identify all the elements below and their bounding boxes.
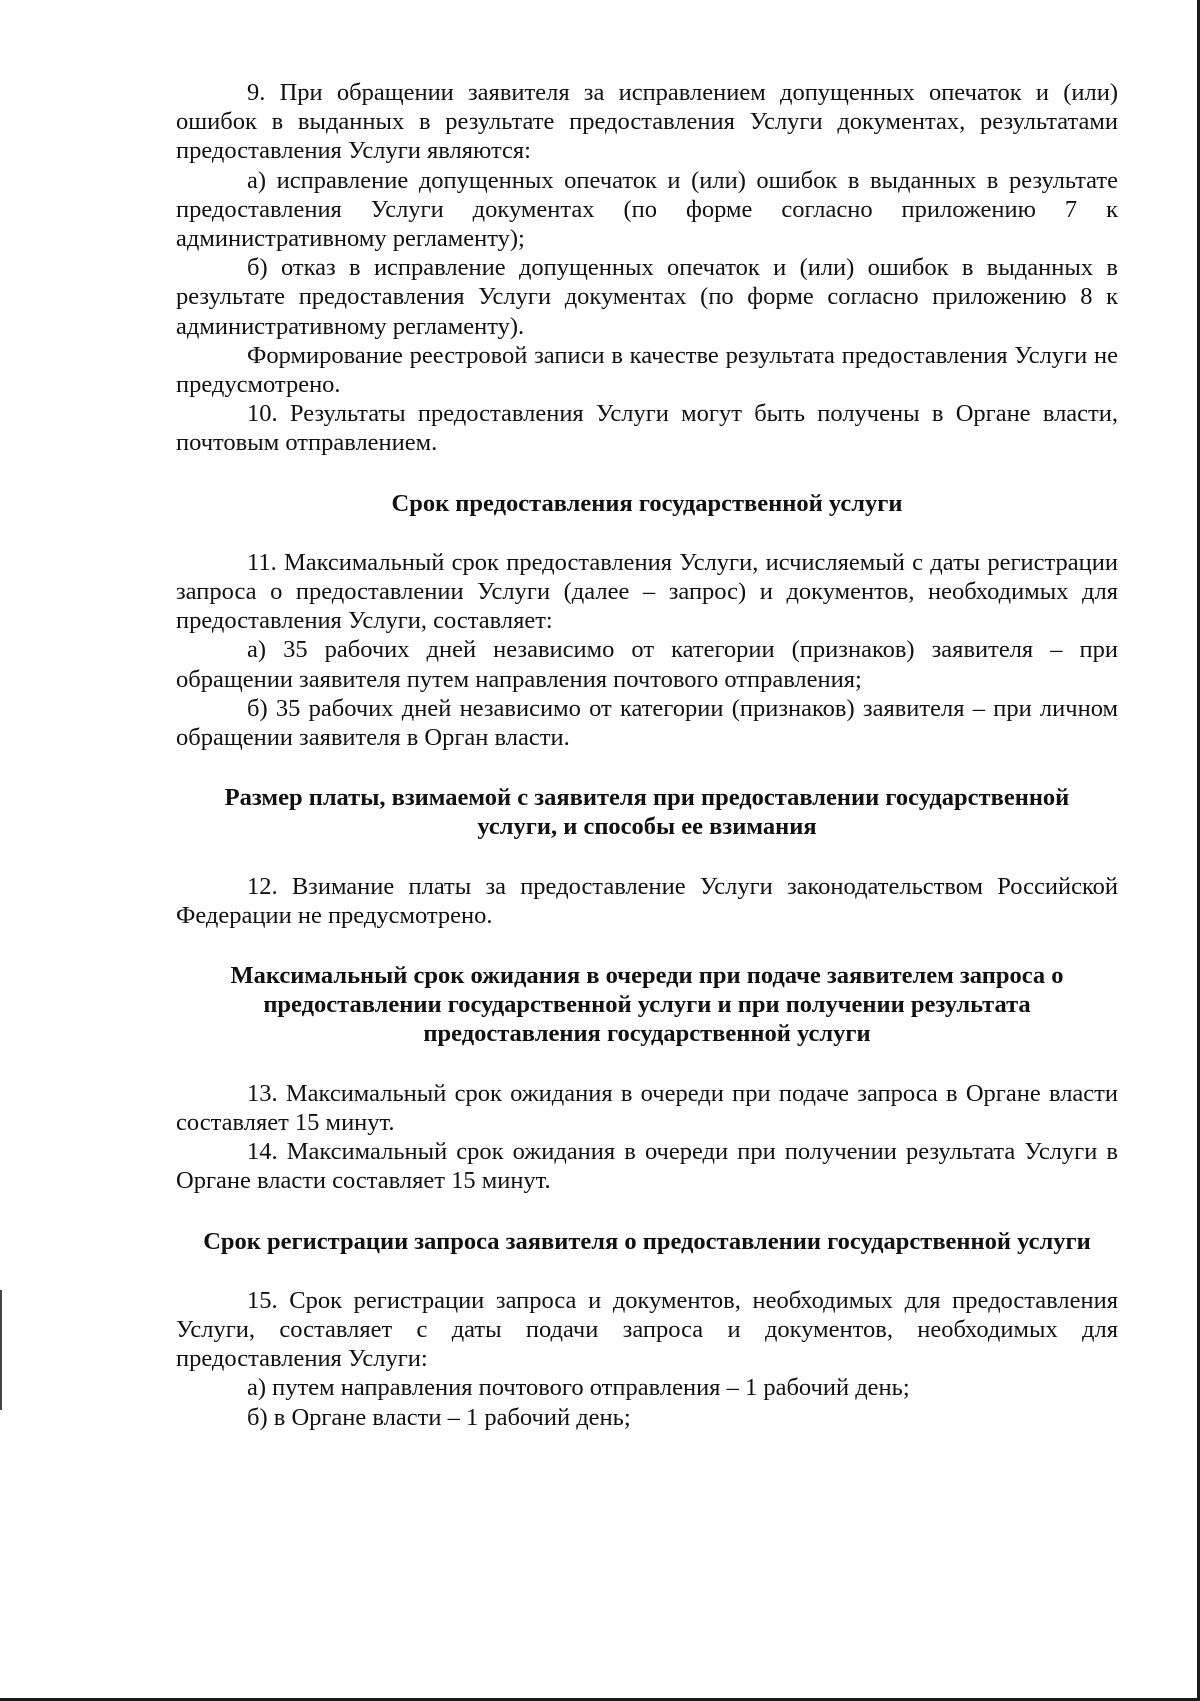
paragraph-item-15: 15. Срок регистрации запроса и документов, необходимых для предоставления Услуги, составляет с даты подачи запроса и документов, необходимых для предоставления Услуги: (176, 1286, 1118, 1373)
paragraph-registry-record: Формирование реестровой записи в качестве результата предоставления Услуги не предусмотрено. (176, 341, 1118, 399)
paragraph-item-11b: б) 35 рабочих дней независимо от категории (признаков) заявителя – при личном обращении заявителя в Орган власти. (176, 694, 1118, 752)
paragraph-item-12: 12. Взимание платы за предоставление Услуги законодательством Российской Федерации не предусмотрено. (176, 872, 1118, 929)
section-heading-registration: Срок регистрации запроса заявителя о предоставлении государственной услуги (203, 1227, 1091, 1255)
section-heading-fee: Размер платы, взимаемой с заявителя при предоставлении государственной услуги, и способы ее взимания (224, 784, 1070, 841)
paragraph-item-9: 9. При обращении заявителя за исправлением допущенных опечаток и (или) ошибок в выданных в результате предоставления Услуги документах, результатами предоставления Услуги являются: (176, 79, 1118, 165)
page-edge-left-mark (0, 1290, 2, 1410)
section-heading-term: Срок предоставления государственной услуги (391, 489, 903, 517)
section-heading-queue-wait: Максимальный срок ожидания в очереди при подаче заявителем запроса о предоставлении государственной услуги и при получении результата предоставления государственной услуги (230, 962, 1064, 1048)
paragraph-item-9a: а) исправление допущенных опечаток и (или) ошибок в выданных в результате предоставления Услуги документах (по форме согласно приложению 7 к административному регламенту); (176, 166, 1118, 253)
paragraph-item-9b: б) отказ в исправление допущенных опечаток и (или) ошибок в выданных в результате предоставления Услуги документах (по форме согласно приложению 8 к административному регламенту). (176, 254, 1118, 340)
paragraph-item-13: 13. Максимальный срок ожидания в очереди при подаче запроса в Органе власти составляет 15 минут. (176, 1079, 1118, 1136)
paragraph-item-11: 11. Максимальный срок предоставления Услуги, исчисляемый с даты регистрации запроса о предоставлении Услуги (далее – запрос) и документов, необходимых для предоставления Услуги, составляет: (176, 548, 1118, 635)
paragraph-item-11a: а) 35 рабочих дней независимо от категории (признаков) заявителя – при обращении заявителя путем направления почтового отправления; (176, 636, 1118, 693)
document-body (176, 78, 1118, 1432)
paragraph-item-15b: б) в Органе власти – 1 рабочий день; (247, 1403, 631, 1431)
paragraph-item-14: 14. Максимальный срок ожидания в очереди при получении результата Услуги в Органе власти составляет 15 минут. (176, 1138, 1118, 1195)
paragraph-item-15a: а) путем направления почтового отправления – 1 рабочий день; (247, 1374, 910, 1402)
paragraph-item-10: 10. Результаты предоставления Услуги могут быть получены в Органе власти, почтовым отправлением. (176, 400, 1118, 457)
